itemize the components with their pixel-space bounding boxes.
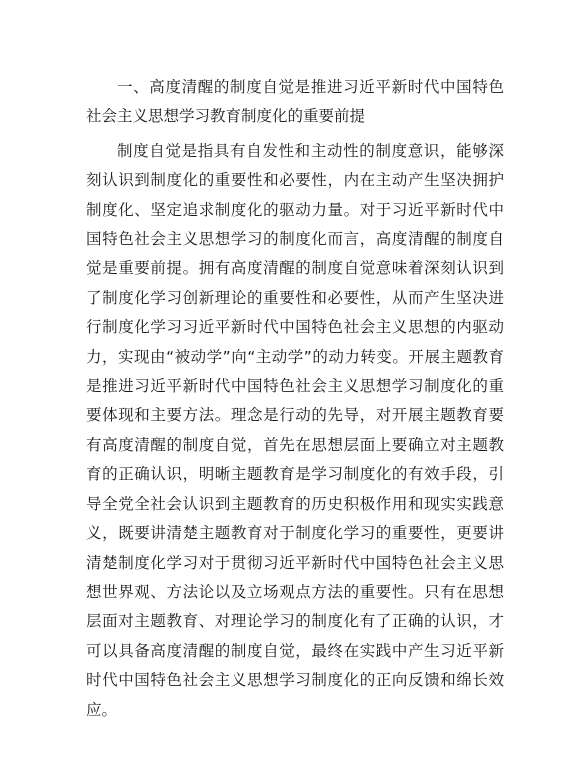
document-body [86,73,504,725]
section-heading: 一、高度清醒的制度自觉是推进习近平新时代中国特色社会主义思想学习教育制度化的重要前提 [86,78,504,126]
body-paragraph: 制度自觉是指具有自发性和主动性的制度意识，能够深刻认识到制度化的重要性和必要性，内在主动产生坚决拥护制度化、坚定追求制度化的驱动力量。对于习近平新时代中国特色社会主义思想学习的制度化而言，高度清醒的制度自觉是重要前提。拥有高度清醒的制度自觉意味着深刻认识到了制度化学习创新理论的重要性和必要性，从而产生坚决进行制度化学习习近平新时代中国特色社会主义思想的内驱动力，实现由“被动学”向“主动学”的动力转变。开展主题教育是推进习近平新时代中国特色社会主义思想学习制度化的重要体现和主要方法。理念是行动的先导，对开展主题教育要有高度清醒的制度自觉，首先在思想层面上要确立对主题教育的正确认识，明晰主题教育是学习制度化的有效手段，引导全党全社会认识到主题教育的历史积极作用和现实实践意义，既要讲清楚主题教育对于制度化学习的重要性，更要讲清楚制度化学习对于贯彻习近平新时代中国特色社会主义思想世界观、方法论以及立场观点方法的重要性。只有在思想层面对主题教育、对理论学习的制度化有了正确的认识，才可以具备高度清醒的制度自觉，最终在实践中产生习近平新时代中国特色社会主义思想学习制度化的正向反馈和绵长效应。 [86,141,504,719]
